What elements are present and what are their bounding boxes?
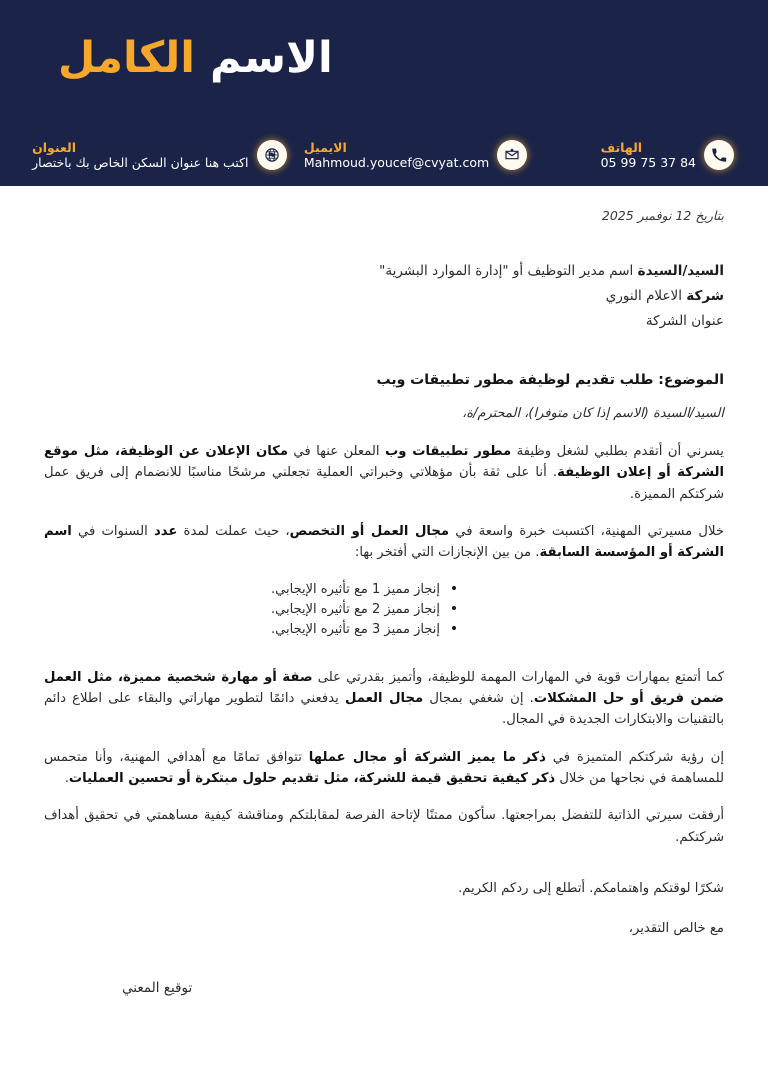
recipient-title-rest: اسم مدير التوظيف أو "إدارة الموارد البشرية" bbox=[379, 263, 638, 279]
p3-bold-1: صفة أو مهارة شخصية مميزة، مثل العمل ضمن فريق أو حل المشكلات bbox=[44, 669, 724, 706]
contact-item-email[interactable] bbox=[287, 140, 528, 171]
paragraph-motivation bbox=[44, 747, 724, 790]
phone-value: 05 99 75 37 84 bbox=[600, 154, 696, 170]
last-name-text: الكامل bbox=[58, 33, 196, 83]
p4-text-3: . bbox=[64, 771, 69, 787]
body-spacer bbox=[44, 864, 724, 878]
paragraph-skills bbox=[44, 667, 724, 731]
p3-text-2: . إن شغفي بمجال bbox=[423, 690, 534, 706]
list-item bbox=[44, 600, 724, 620]
recipient-company-rest: الاعلام النوري bbox=[605, 287, 687, 304]
letter-date: بتاريخ 12 نوفمبر 2025 bbox=[601, 208, 724, 223]
bullet-icon bbox=[452, 626, 456, 630]
signature-line: توقيع المعني bbox=[122, 980, 193, 997]
regards-line: مع خالص التقدير، bbox=[628, 921, 724, 937]
email-text-group bbox=[304, 140, 489, 171]
recipient-line-3: عنوان الشركة bbox=[645, 312, 724, 329]
p3-text-1: كما أتمتع بمهارات قوية في المهارات المهمة للوظيفة، وأتميز بقدرتي على bbox=[312, 669, 725, 685]
achievement-text: إنجاز مميز 2 مع تأثيره الإيجابي. bbox=[271, 602, 440, 618]
p1-text-1: يسرني أن أتقدم بطلبي لشغل وظيفة bbox=[511, 443, 724, 459]
recipient-line-2 bbox=[44, 284, 724, 309]
address-value: اكتب هنا عنوان السكن الخاص بك باختصار bbox=[32, 154, 249, 170]
recipient-block bbox=[44, 259, 724, 334]
recipient-title-bold: السيد/السيدة bbox=[637, 263, 724, 279]
contact-item-phone[interactable] bbox=[527, 140, 734, 171]
achievements-list bbox=[44, 580, 724, 641]
achievement-text: إنجاز مميز 1 مع تأثيره الإيجابي. bbox=[271, 581, 440, 597]
address-label: العنوان bbox=[32, 139, 77, 155]
p4-text-2: تتوافق تمامًا مع أهدافي المهنية، وأنا متحمس للمساهمة في نجاحها من خلال bbox=[44, 749, 724, 787]
p1-bold-1: مطور تطبيقات وب bbox=[384, 443, 512, 459]
subject-line: الموضوع: طلب تقديم لوظيفة مطور تطبيقات ويب bbox=[376, 371, 724, 388]
document-header bbox=[0, 0, 768, 186]
paragraph-attachment: أرفقت سيرتي الذاتية للتفضل بمراجعتها. سأكون ممتنًا لإتاحة الفرصة لمقابلتكم ومناقشة كيفية مساهمتي في تحقيق أهداف شركتكم. bbox=[44, 808, 724, 845]
contact-info-row bbox=[0, 140, 768, 171]
full-name-title bbox=[30, 0, 738, 81]
achievement-text: إنجاز مميز 3 مع تأثيره الإيجابي. bbox=[271, 622, 440, 638]
list-item bbox=[44, 580, 724, 600]
p4-text-1: إن رؤية شركتكم المتميزة في bbox=[545, 749, 724, 765]
paragraph-intro bbox=[44, 441, 724, 505]
p2-bold-1: مجال العمل أو التخصص bbox=[289, 524, 450, 540]
phone-icon bbox=[704, 140, 734, 170]
p1-text-2: المعلن عنها في bbox=[288, 443, 385, 459]
bullet-icon bbox=[452, 606, 456, 610]
p3-bold-2: مجال العمل bbox=[344, 690, 424, 706]
salutation-line: السيد/السيدة (الاسم إذا كان متوفرا)، المحترم/ة، bbox=[462, 405, 724, 421]
envelope-icon bbox=[497, 140, 527, 170]
p2-text-3: السنوات في bbox=[71, 524, 154, 540]
bullet-icon bbox=[452, 586, 456, 590]
address-text-group bbox=[32, 140, 248, 171]
phone-label: الهاتف bbox=[600, 139, 643, 155]
p1-bold-2: مكان الإعلان عن الوظيفة، مثل موقع الشركة أو إعلان الوظيفة bbox=[44, 443, 725, 481]
phone-text-group bbox=[601, 140, 696, 171]
letter-body bbox=[0, 186, 768, 996]
paragraph-experience bbox=[44, 521, 724, 564]
thanks-line: شكرًا لوقتكم واهتمامكم. أتطلع إلى ردكم الكريم. bbox=[458, 881, 724, 897]
email-value: Mahmoud.youcef@cvyat.com bbox=[303, 154, 490, 170]
p4-bold-1: ذكر ما يميز الشركة أو مجال عملها bbox=[308, 749, 546, 765]
p2-bold-3: اسم الشركة أو المؤسسة السابقة bbox=[44, 524, 724, 561]
contact-item-address[interactable] bbox=[26, 140, 287, 171]
recipient-company-bold: شركة bbox=[686, 287, 724, 304]
recipient-line-1 bbox=[44, 259, 724, 284]
p4-bold-2: ذكر كيفية تحقيق قيمة للشركة، مثل تقديم حلول مبتكرة أو تحسين العمليات bbox=[68, 771, 556, 787]
list-item bbox=[44, 620, 724, 640]
p2-text-2: ، حيث عملت لمدة bbox=[177, 524, 290, 540]
p2-text-1: خلال مسيرتي المهنية، اكتسبت خبرة واسعة في bbox=[449, 524, 724, 540]
p2-bold-2: عدد bbox=[153, 524, 178, 540]
globe-icon bbox=[257, 140, 287, 170]
p2-text-4: . من بين الإنجازات التي أفتخر بها: bbox=[354, 545, 540, 561]
p1-text-3: . أنا على ثقة بأن مؤهلاتي وخبراتي العملية تجعلني مرشحًا مناسبًا للانضمام إلى فريق عمل شركتكم المميزة. bbox=[44, 465, 724, 502]
p3-text-3: يدفعني دائمًا لتطوير مهاراتي والبقاء على اطلاع دائم بالتقنيات والابتكارات الجديدة في المجال. bbox=[44, 690, 724, 728]
first-name-text: الاسم bbox=[210, 33, 333, 83]
email-label: الايميل bbox=[303, 139, 347, 155]
